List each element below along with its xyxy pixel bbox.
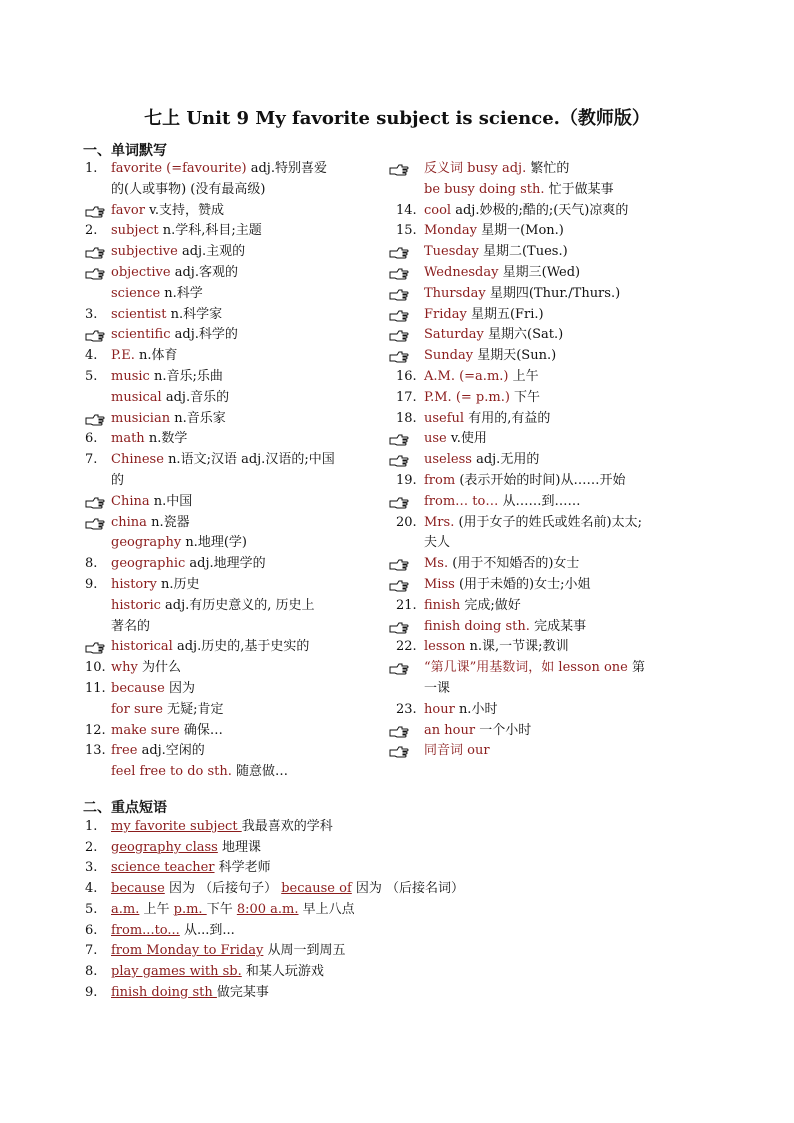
vocab-entry bbox=[424, 555, 579, 573]
phrase-english: my favorite subject bbox=[111, 819, 242, 834]
phrase-number: 2. bbox=[85, 839, 98, 855]
vocab-entry bbox=[396, 472, 625, 490]
entry-meaning: 星期天(Sun.) bbox=[477, 348, 557, 364]
vocab-entry bbox=[111, 638, 309, 656]
entry-meaning: 星期五(Fri.) bbox=[470, 306, 544, 322]
vocab-entry bbox=[85, 451, 335, 469]
entry-word: Chinese bbox=[111, 452, 164, 468]
phrase-item bbox=[85, 984, 269, 1002]
vocab-entry bbox=[85, 742, 205, 760]
entry-number: 2. bbox=[85, 223, 98, 239]
pointing-hand-icon bbox=[85, 516, 105, 530]
entry-word: scientist bbox=[111, 306, 167, 322]
entry-meaning: n.科学 bbox=[164, 285, 203, 301]
entry-word: favorite (=favourite) bbox=[111, 161, 247, 176]
entry-meaning: 因为 bbox=[168, 681, 195, 696]
entry-number: 11. bbox=[85, 681, 106, 696]
entry-meaning: 忙于做某事 bbox=[548, 181, 614, 197]
vocab-entry bbox=[396, 514, 642, 532]
vocab-entry bbox=[396, 410, 550, 428]
vocab-entry bbox=[111, 285, 203, 303]
phrase-meaning: 科学老师 bbox=[218, 860, 271, 876]
entry-number: 12. bbox=[85, 722, 106, 738]
phrase-item bbox=[85, 859, 271, 877]
section-phrases-heading: 二、重点短语 bbox=[83, 800, 167, 816]
entry-meaning: adj.地理学的 bbox=[189, 556, 266, 572]
entry-word: Tuesday bbox=[424, 244, 479, 260]
pointing-hand-icon bbox=[389, 349, 409, 363]
vocab-entry bbox=[85, 430, 187, 448]
entry-meaning: (用于未婚的)女士;小姐 bbox=[458, 577, 591, 592]
entry-word: favor bbox=[111, 202, 145, 218]
phrase-english: science teacher bbox=[111, 860, 215, 876]
phrase-number: 5. bbox=[85, 901, 98, 917]
entry-word: make sure bbox=[111, 722, 180, 738]
entry-meaning: n.地理(学) bbox=[185, 535, 247, 551]
phrase-english: geography class bbox=[111, 839, 218, 855]
pointing-hand-icon bbox=[85, 412, 105, 426]
entry-word: Mrs. bbox=[424, 514, 455, 530]
vocab-entry bbox=[424, 742, 490, 760]
pointing-hand-icon bbox=[389, 432, 409, 446]
entry-number: 15. bbox=[396, 223, 417, 239]
pointing-hand-icon bbox=[389, 661, 409, 675]
entry-meaning: n.小时 bbox=[458, 701, 498, 717]
phrase-meaning: 因为 （后接句子） bbox=[168, 881, 278, 897]
entry-word: be busy doing sth. bbox=[424, 181, 545, 197]
entry-word: finish bbox=[424, 597, 461, 613]
entry-word: Thursday bbox=[424, 285, 486, 301]
phrase-english: from...to... bbox=[111, 922, 180, 938]
entry-meaning: 著名的 bbox=[111, 618, 151, 634]
vocab-entry bbox=[396, 202, 628, 220]
phrase-number: 9. bbox=[85, 984, 98, 1000]
entry-meaning: adj.无用的 bbox=[476, 452, 540, 468]
entry-word: Saturday bbox=[424, 327, 484, 343]
entry-number: 16. bbox=[396, 369, 417, 384]
entry-word: an hour bbox=[424, 722, 476, 738]
vocab-entry bbox=[111, 618, 150, 636]
entry-number: 10. bbox=[85, 660, 106, 676]
entry-number: 9. bbox=[85, 577, 98, 592]
entry-word: 反义词 busy adj. bbox=[424, 161, 527, 176]
entry-word: hour bbox=[424, 701, 455, 717]
entry-word: scientific bbox=[111, 327, 171, 343]
vocab-entry bbox=[85, 368, 223, 386]
pointing-hand-icon bbox=[389, 578, 409, 592]
pointing-hand-icon bbox=[389, 620, 409, 634]
entry-word: Ms. bbox=[424, 556, 449, 572]
pointing-hand-icon bbox=[389, 744, 409, 758]
phrase-meaning: 和某人玩游戏 bbox=[245, 963, 324, 979]
entry-number: 17. bbox=[396, 389, 417, 405]
entry-word: science bbox=[111, 285, 161, 301]
entry-word: geography bbox=[111, 535, 182, 551]
entry-word: from… to… bbox=[424, 493, 499, 509]
entry-word: because bbox=[111, 681, 165, 696]
pointing-hand-icon bbox=[389, 287, 409, 301]
entry-meaning: 星期三(Wed) bbox=[502, 265, 581, 280]
phrase-number: 8. bbox=[85, 963, 98, 979]
entry-meaning: adj.客观的 bbox=[174, 265, 238, 280]
phrase-english: because bbox=[111, 881, 165, 897]
entry-meaning: 一个小时 bbox=[479, 722, 532, 738]
entry-meaning: adj.历史的,基于史实的 bbox=[176, 639, 310, 655]
entry-number: 6. bbox=[85, 431, 98, 447]
vocab-entry bbox=[85, 555, 266, 573]
vocab-entry bbox=[85, 306, 222, 324]
vocab-entry bbox=[111, 389, 229, 407]
entry-meaning: 星期四(Thur./Thurs.) bbox=[489, 285, 621, 301]
entry-number: 22. bbox=[396, 639, 417, 655]
vocab-entry bbox=[424, 451, 539, 469]
vocab-entry bbox=[111, 701, 223, 719]
phrase-meaning: 早上八点 bbox=[302, 901, 355, 917]
vocab-entry bbox=[111, 597, 315, 615]
entry-meaning: n.科学家 bbox=[170, 306, 223, 322]
entry-meaning: 随意做… bbox=[236, 764, 289, 780]
entry-meaning: v.支持，赞成 bbox=[149, 202, 225, 218]
phrase-english: play games with sb. bbox=[111, 963, 242, 979]
entry-number: 1. bbox=[85, 161, 98, 176]
entry-meaning: 星期六(Sat.) bbox=[488, 327, 564, 343]
entry-word: from bbox=[424, 473, 456, 488]
entry-word: Miss bbox=[424, 577, 455, 592]
pointing-hand-icon bbox=[389, 266, 409, 280]
pointing-hand-icon bbox=[85, 328, 105, 342]
vocab-entry bbox=[424, 326, 563, 344]
entry-meaning: 完成;做好 bbox=[464, 597, 521, 613]
vocab-entry bbox=[424, 493, 581, 511]
entry-word: Friday bbox=[424, 306, 467, 322]
entry-number: 5. bbox=[85, 369, 98, 384]
vocab-entry bbox=[111, 410, 226, 428]
entry-meaning: n.音乐;乐曲 bbox=[153, 369, 223, 384]
entry-meaning: 确保… bbox=[183, 722, 223, 738]
pointing-hand-icon bbox=[389, 495, 409, 509]
vocab-entry bbox=[424, 347, 556, 365]
entry-number: 20. bbox=[396, 514, 417, 530]
phrase-english: a.m. bbox=[111, 901, 140, 917]
entry-word: history bbox=[111, 577, 157, 592]
vocab-entry bbox=[396, 701, 497, 719]
pointing-hand-icon bbox=[389, 328, 409, 342]
entry-meaning: 上午 bbox=[512, 369, 539, 384]
vocab-entry bbox=[85, 576, 199, 594]
entry-word: musical bbox=[111, 389, 162, 405]
phrase-meaning: 上午 bbox=[143, 901, 170, 917]
entry-meaning: 有用的,有益的 bbox=[468, 410, 551, 426]
vocab-entry bbox=[111, 202, 224, 220]
phrase-meaning: 下午 bbox=[206, 901, 233, 917]
entry-word: why bbox=[111, 660, 138, 676]
pointing-hand-icon bbox=[389, 557, 409, 571]
phrase-item bbox=[85, 901, 355, 919]
entry-meaning: 一课 bbox=[424, 681, 451, 696]
entry-word: 同音词 our bbox=[424, 743, 490, 759]
page-title: 七上 Unit 9 My favorite subject is science.（教师版） bbox=[144, 108, 650, 129]
vocab-entry bbox=[111, 472, 124, 490]
vocab-entry bbox=[111, 181, 265, 199]
phrase-item bbox=[85, 880, 464, 898]
entry-meaning: n.音乐家 bbox=[174, 410, 226, 426]
entry-word: finish doing sth. bbox=[424, 618, 530, 634]
vocab-entry bbox=[111, 243, 245, 261]
vocab-entry bbox=[85, 659, 181, 677]
vocab-entry bbox=[396, 368, 539, 386]
phrase-number: 7. bbox=[85, 943, 98, 959]
entry-meaning: 星期一(Mon.) bbox=[481, 223, 564, 239]
entry-meaning: adj.有历史意义的, 历史上 bbox=[165, 597, 315, 613]
entry-word: A.M. (=a.m.) bbox=[424, 369, 509, 384]
phrase-meaning: 从...到... bbox=[183, 922, 235, 938]
vocab-entry bbox=[111, 534, 247, 552]
entry-meaning: 第 bbox=[631, 660, 645, 676]
entry-word: useless bbox=[424, 452, 472, 468]
phrase-english: p.m. bbox=[173, 901, 207, 917]
entry-meaning: adj.特别喜爱 bbox=[250, 161, 327, 176]
entry-meaning: adj.主观的 bbox=[181, 244, 246, 260]
phrase-meaning: 我最喜欢的学科 bbox=[241, 819, 333, 834]
entry-word: subjective bbox=[111, 244, 178, 260]
vocab-entry bbox=[424, 264, 580, 282]
entry-word: China bbox=[111, 493, 150, 509]
entry-number: 23. bbox=[396, 701, 417, 717]
entry-word: useful bbox=[424, 410, 465, 426]
entry-meaning: 完成某事 bbox=[534, 618, 587, 634]
entry-word: Wednesday bbox=[424, 265, 499, 280]
entry-meaning: adj.空闲的 bbox=[141, 743, 205, 759]
entry-word: cool bbox=[424, 202, 452, 218]
vocab-entry bbox=[424, 243, 568, 261]
pointing-hand-icon bbox=[389, 308, 409, 322]
entry-word: musician bbox=[111, 410, 171, 426]
vocab-entry bbox=[396, 222, 564, 240]
vocab-entry bbox=[424, 618, 586, 636]
pointing-hand-icon bbox=[85, 204, 105, 218]
entry-meaning: 繁忙的 bbox=[530, 161, 570, 176]
entry-word: Sunday bbox=[424, 348, 474, 364]
entry-word: Monday bbox=[424, 223, 477, 239]
entry-word: geographic bbox=[111, 556, 186, 572]
vocab-entry bbox=[85, 680, 195, 698]
entry-meaning: n.语文;汉语 adj.汉语的;中国 bbox=[168, 452, 335, 468]
entry-meaning: (用于女子的姓氏或姓名前)太太; bbox=[458, 514, 643, 530]
vocab-entry bbox=[85, 160, 327, 178]
entry-number: 8. bbox=[85, 556, 98, 572]
vocab-entry bbox=[424, 306, 544, 324]
entry-word: objective bbox=[111, 265, 171, 280]
phrase-english: because of bbox=[281, 881, 352, 897]
entry-word: china bbox=[111, 514, 147, 530]
entry-word: subject bbox=[111, 223, 159, 239]
phrase-item bbox=[85, 942, 346, 960]
phrase-english: finish doing sth bbox=[111, 984, 217, 1000]
entry-number: 19. bbox=[396, 473, 417, 488]
vocab-entry bbox=[85, 222, 262, 240]
entry-word: free bbox=[111, 743, 138, 759]
phrase-english: 8:00 a.m. bbox=[236, 901, 299, 917]
entry-meaning: 星期二(Tues.) bbox=[482, 244, 568, 260]
pointing-hand-icon bbox=[389, 453, 409, 467]
entry-meaning: v.使用 bbox=[450, 431, 487, 447]
phrase-item bbox=[85, 839, 261, 857]
pointing-hand-icon bbox=[389, 245, 409, 259]
entry-word: P.E. bbox=[111, 348, 135, 364]
entry-number: 14. bbox=[396, 202, 417, 218]
vocab-entry bbox=[396, 638, 569, 656]
entry-meaning: adj.妙极的;酷的;(天气)凉爽的 bbox=[455, 202, 629, 218]
phrase-meaning: 地理课 bbox=[221, 839, 261, 855]
entry-meaning: 下午 bbox=[514, 389, 541, 405]
phrase-number: 4. bbox=[85, 881, 98, 897]
phrase-number: 1. bbox=[85, 819, 98, 834]
phrase-meaning: 从周一到周五 bbox=[267, 943, 346, 959]
entry-word: feel free to do sth. bbox=[111, 764, 232, 780]
entry-meaning: n.历史 bbox=[160, 577, 200, 592]
pointing-hand-icon bbox=[389, 162, 409, 176]
entry-meaning: n.数学 bbox=[148, 431, 188, 447]
vocab-entry bbox=[424, 160, 569, 178]
vocab-entry bbox=[396, 597, 521, 615]
entry-number: 7. bbox=[85, 452, 98, 468]
entry-number: 3. bbox=[85, 306, 98, 322]
pointing-hand-icon bbox=[389, 724, 409, 738]
phrase-item bbox=[85, 818, 333, 836]
entry-meaning: (用于不知婚否的)女士 bbox=[452, 556, 580, 572]
vocab-entry bbox=[396, 389, 540, 407]
entry-meaning: (表示开始的时间)从……开始 bbox=[459, 473, 626, 488]
vocab-entry bbox=[424, 680, 450, 698]
pointing-hand-icon bbox=[85, 245, 105, 259]
entry-word: lesson bbox=[424, 639, 466, 655]
entry-word: music bbox=[111, 369, 150, 384]
entry-meaning: 夫人 bbox=[424, 535, 451, 551]
entry-number: 4. bbox=[85, 348, 98, 364]
entry-meaning: 的(人或事物) (没有最高级) bbox=[111, 181, 266, 197]
entry-meaning: 无疑;肯定 bbox=[167, 701, 224, 717]
vocab-entry bbox=[424, 181, 614, 199]
entry-number: 21. bbox=[396, 597, 417, 613]
pointing-hand-icon bbox=[85, 640, 105, 654]
phrase-meaning: 因为 （后接名词） bbox=[355, 881, 465, 897]
entry-number: 18. bbox=[396, 410, 417, 426]
phrase-item bbox=[85, 922, 235, 940]
entry-word: historic bbox=[111, 597, 161, 613]
vocab-entry bbox=[111, 493, 192, 511]
section-vocabulary-heading: 一、单词默写 bbox=[83, 143, 167, 159]
phrase-english: from Monday to Friday bbox=[111, 943, 264, 959]
vocab-entry bbox=[85, 722, 223, 740]
phrase-item bbox=[85, 963, 324, 981]
phrase-meaning: 做完某事 bbox=[216, 984, 269, 1000]
entry-word: historical bbox=[111, 639, 173, 655]
pointing-hand-icon bbox=[85, 266, 105, 280]
entry-meaning: 为什么 bbox=[142, 660, 182, 676]
vocab-entry bbox=[424, 576, 590, 594]
vocab-entry bbox=[111, 326, 238, 344]
entry-word: use bbox=[424, 431, 447, 447]
vocab-entry bbox=[424, 659, 645, 677]
entry-word: for sure bbox=[111, 701, 163, 717]
vocab-entry bbox=[424, 722, 531, 740]
phrase-number: 6. bbox=[85, 922, 98, 938]
vocab-entry bbox=[424, 430, 487, 448]
vocab-entry bbox=[111, 264, 238, 282]
entry-meaning: n.课,一节课;教训 bbox=[469, 639, 569, 655]
entry-word: “第几课”用基数词，如 lesson one bbox=[424, 660, 628, 676]
entry-meaning: n.学科,科目;主题 bbox=[162, 223, 262, 239]
entry-meaning: n.瓷器 bbox=[151, 514, 190, 530]
vocab-entry bbox=[111, 763, 288, 781]
entry-number: 13. bbox=[85, 743, 106, 759]
entry-word: P.M. (= p.m.) bbox=[424, 389, 510, 405]
entry-word: math bbox=[111, 431, 145, 447]
entry-meaning: adj.科学的 bbox=[174, 327, 238, 343]
vocab-entry bbox=[424, 534, 450, 552]
pointing-hand-icon bbox=[85, 495, 105, 509]
vocab-entry bbox=[85, 347, 178, 365]
entry-meaning: adj.音乐的 bbox=[165, 389, 230, 405]
vocab-entry bbox=[424, 285, 620, 303]
entry-meaning: 从……到…… bbox=[502, 493, 581, 509]
entry-meaning: n.体育 bbox=[139, 348, 178, 364]
entry-meaning: 的 bbox=[111, 473, 125, 488]
phrase-number: 3. bbox=[85, 860, 98, 876]
vocab-entry bbox=[111, 514, 190, 532]
entry-meaning: n.中国 bbox=[153, 493, 193, 509]
